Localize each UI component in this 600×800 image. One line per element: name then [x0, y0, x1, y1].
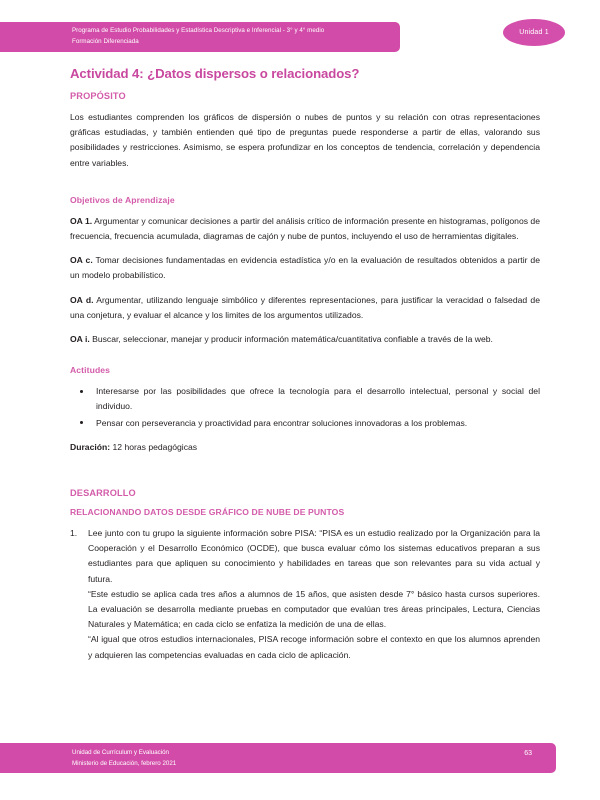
- proposito-paragraph: Los estudiantes comprenden los gráficos de dispersión o nubes de puntos y su relación con otras representaciones gráficas estudiadas, y también entienden qué tipo de preguntas puede responderse a partir de ellas, valorando sus posibilidades y restricciones. Asimismo, se espera profundizar en los conceptos de tendencia, correlación y dependencia entre variables.: [70, 112, 540, 168]
- header-band: [0, 22, 400, 52]
- list-item-number: 1.: [70, 528, 78, 539]
- objetivo-label: OA i.: [70, 334, 90, 345]
- duracion-line: [70, 440, 540, 455]
- objetivo-item: [70, 253, 540, 283]
- objetivo-item: [70, 332, 540, 347]
- footer-unit-line: Unidad de Currículum y Evaluación: [72, 749, 169, 756]
- bullet-icon: [80, 390, 83, 393]
- list-item-text: Interesarse por las posibilidades que ofrece la tecnología para el desarrollo intelectual, personal y social del individuo.: [96, 386, 540, 412]
- desarrollo-list: [70, 526, 540, 663]
- objetivo-text: Buscar, seleccionar, manejar y producir información matemática/cuantitativa confiable a través de la web.: [89, 334, 493, 345]
- header-program-line: Programa de Estudio Probabilidades y Estadística Descriptiva e Inferencial - 3° y 4° medio: [72, 27, 325, 34]
- objetivo-text: Argumentar, utilizando lenguaje simbólico y diferentes representaciones, para justificar la veracidad o falsedad de una conjetura, y evaluar el alcance y los limites de los argumentos utilizados.: [70, 294, 540, 320]
- footer-band: [0, 743, 556, 773]
- list-item-paragraph: “Al igual que otros estudios internacionales, PISA recoge información sobre el contexto en que los alumnos aprenden y adquieren las competencias evaluadas en cada ciclo de aplicación.: [88, 634, 540, 660]
- section-heading-desarrollo: DESARROLLO: [70, 488, 136, 499]
- list-item: [70, 526, 540, 663]
- unit-badge: Unidad 1: [503, 19, 565, 46]
- objetivo-item: [70, 293, 540, 323]
- section-subheading-relacionando: RELACIONANDO DATOS DESDE GRÁFICO DE NUBE DE PUNTOS: [70, 507, 345, 518]
- list-item: [70, 416, 540, 431]
- list-item-paragraph: “Este estudio se aplica cada tres años a alumnos de 15 años, que asisten desde 7° básico hasta cursos superiores. La evaluación se desarrolla mediante pruebas en computador que evalúan tres áreas principales, Lectura, Ciencias Naturales y Matemática; en cada ciclo se enfatiza la medición de una de ellas.: [88, 588, 540, 630]
- page-content: [70, 66, 540, 663]
- objetivo-item: [70, 214, 540, 244]
- list-item: [70, 384, 540, 414]
- objetivo-text: Argumentar y comunicar decisiones a partir del análisis crítico de información presente en histogramas, polígonos de frecuencia, frecuencia acumulada, diagramas de cajón y nube de puntos, incluyendo el uso de herramientas digitales.: [70, 215, 540, 242]
- footer-ministry-line: Ministerio de Educación, febrero 2021: [72, 759, 177, 767]
- section-heading-proposito: PROPÓSITO: [70, 91, 126, 101]
- objetivo-label: OA c.: [70, 255, 93, 266]
- objetivo-label: OA d.: [70, 294, 94, 305]
- section-heading-objetivos: Objetivos de Aprendizaje: [70, 194, 175, 205]
- bullet-icon: [80, 421, 83, 424]
- duracion-label: Duración:: [70, 441, 111, 452]
- header-formation-line: Formación Diferenciada: [72, 37, 139, 45]
- objetivo-text: Tomar decisiones fundamentadas en evidencia estadística y/o en la evaluación de resultados obtenidos a partir de un modelo probabilístico.: [70, 255, 540, 281]
- duracion-value: 12 horas pedagógicas: [110, 441, 198, 452]
- objetivo-label: OA 1.: [70, 215, 93, 226]
- section-heading-actitudes: Actitudes: [70, 365, 111, 376]
- actitudes-list: [70, 384, 540, 431]
- list-item-paragraph: Lee junto con tu grupo la siguiente información sobre PISA: “PISA es un estudio realizado por la Organización para la Cooperación y el Desarrollo Económico (OCDE), que busca evaluar cómo los sistemas educativos preparan a sus estudiantes para que apliquen su conocimiento y habilidades en tareas que son relevantes para su vida actual y futura.: [88, 528, 540, 584]
- page-number: 63: [524, 750, 532, 757]
- list-item-text: Pensar con perseverancia y proactividad para encontrar soluciones innovadoras a los problemas.: [96, 417, 468, 428]
- page-title: Actividad 4: ¿Datos dispersos o relacionados?: [70, 66, 360, 81]
